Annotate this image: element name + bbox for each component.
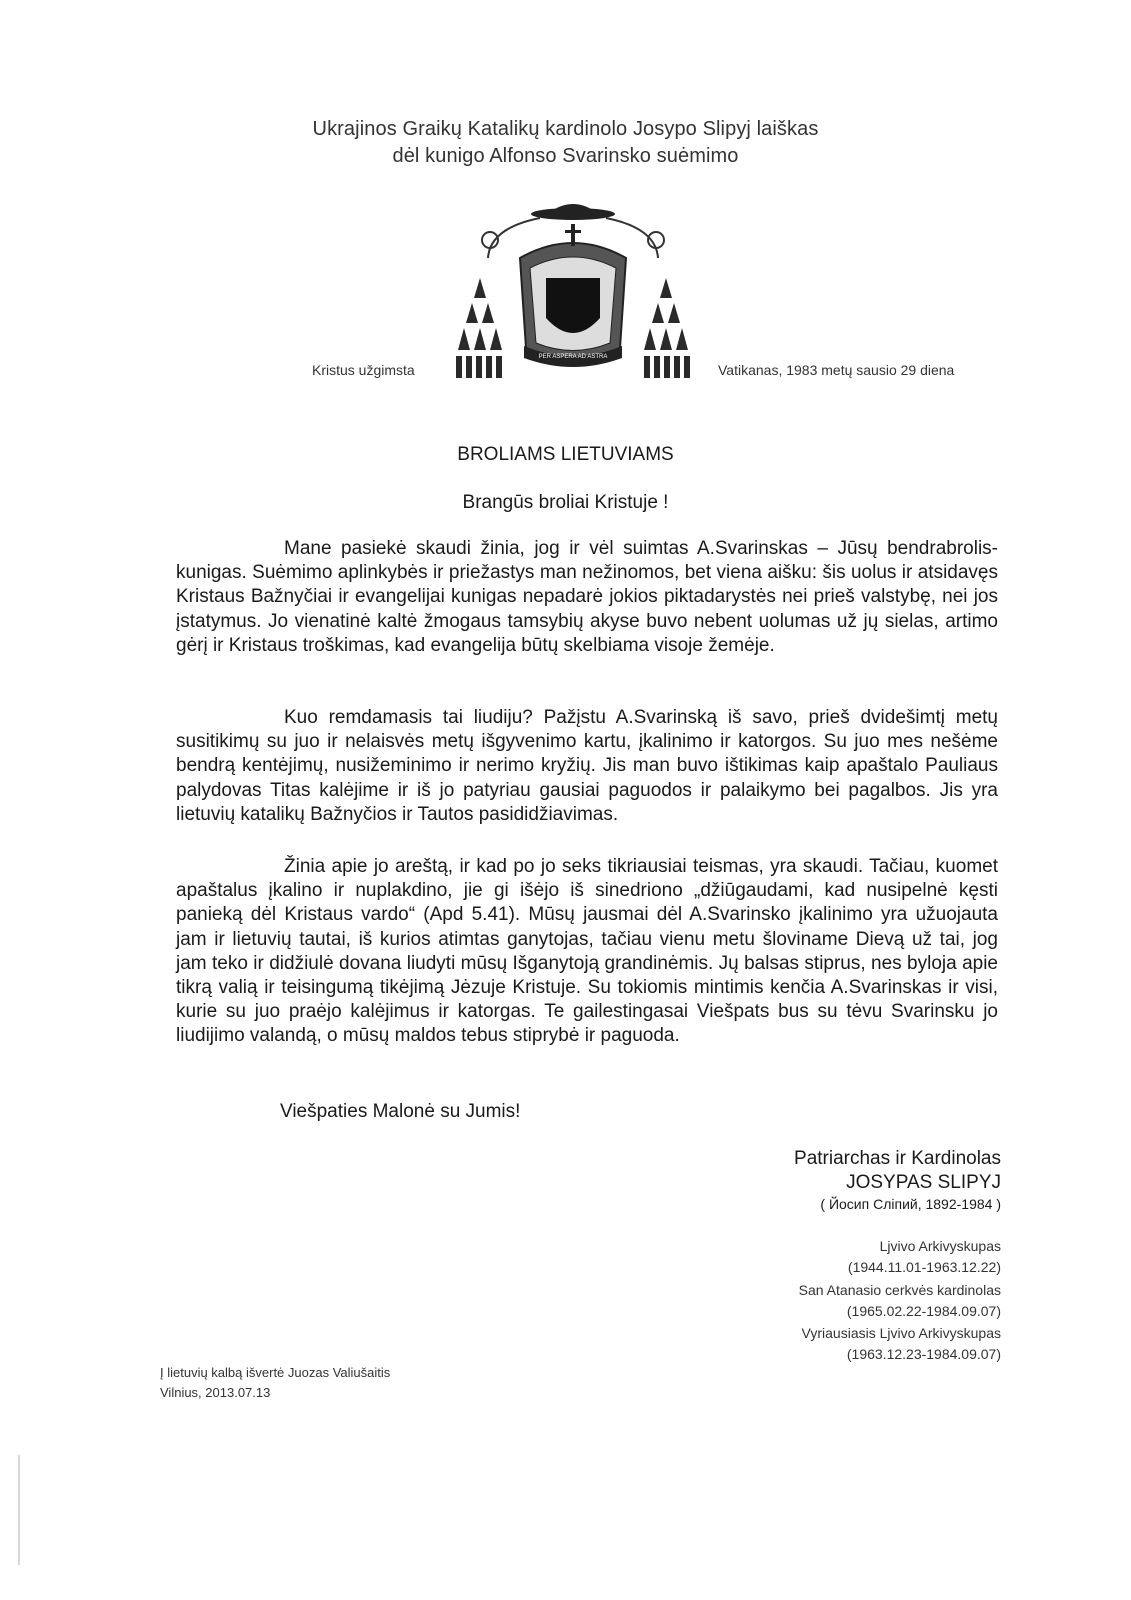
document-title-line1: Ukrajinos Graikų Katalikų kardinolo Josypo Slipyj laiškas [312,118,819,140]
letter-paragraph-2: Kuo remdamasis tai liudiju? Pažįstu A.Svarinską iš savo, prieš dvidešimtį metų susitikimų su juo ir nelaisvės metų išgyvenimo kartu, įkalinimo ir katorgos. Su juo mes nešėme bendrą kentėjimų, nusižeminimo ir nerimo kryžių. Jis man buvo ištikimas kaip apaštalo Pauliaus palydovas Titas kalėjime ir iš jo patyriau gausiai paguodos ir palaikymo bei pagalbos. Jis yra lietuvių katalikų Bažnyčios ir Tautos pasididžiavimas. [176,707,998,825]
signature-name: JOSYPAS SLIPYJ [846,1172,1001,1193]
document-title-line2: dėl kunigo Alfonso Svarinsko suėmimo [392,145,739,167]
role-title: Ljvivo Arkivyskupas [879,1238,1001,1254]
signature-dates: ( Йосип Сліпий, 1892-1984 ) [820,1196,1001,1212]
place-left: Kristus užgimsta [312,362,415,378]
role-period: (1963.12.23-1984.09.07) [846,1346,1001,1362]
role-title: San Atanasio cerkvės kardinolas [798,1282,1001,1298]
letter-heading: BROLIAMS LIETUVIAMS [457,444,674,465]
crest-motto: PER ASPERA AD ASTRA [538,354,608,360]
translator-line: Į lietuvių kalbą išvertė Juozas Valiušaitis [160,1365,391,1380]
cardinal-coat-of-arms-icon [450,198,696,388]
signature-role-1 [848,1236,1001,1278]
signature-role-3 [802,1323,1001,1365]
translation-place-date: Vilnius, 2013.07.13 [160,1385,271,1400]
role-period: (1944.11.01-1963.12.22) [847,1259,1001,1275]
role-title: Vyriausiasis Ljvivo Arkivyskupas [801,1325,1001,1341]
letter-greeting: Brangūs broliai Kristuje ! [462,492,669,513]
letter-paragraph-1: Mane pasiekė skaudi žinia, jog ir vėl suimtas A.Svarinskas – Jūsų bendrabrolis-kunigas. Suėmimo aplinkybės ir priežastys man nežinomos, bet viena aišku: šis uolus ir atsidavęs Kristaus Bažnyčiai ir evangelijai kunigas nepadarė jokios piktadarystės nei prieš valstybę, nei jos įstatymus. Jo vienatinė kaltė žmogaus tamsybių akyse buvo nebent uolumas už jų sielas, artimo gėrį ir Kristaus troškimas, kad evangelija būtų skelbiama visoje žemėje. [176,538,998,656]
letter-paragraph-3: Žinia apie jo areštą, ir kad po jo seks tikriausiai teismas, yra skaudi. Tačiau, kuomet apaštalus įkalino ir nuplakdino, jie gi išėjo iš sinedriono „džiūgaudami, kad nusipelnė kęsti panieką dėl Kristaus vardo“ (Apd 5.41). Mūsų jausmai dėl A.Svarinsko įkalinimo yra užuojauta jam ir lietuvių tautai, iš kurios atimtas ganytojas, tačiau vienu metu šloviname Dievą už tai, jog jam teko ir didžiulė dovana liudyti mūsų Išganytoją grandinėmis. Jų balsas stiprus, nes byloja apie tikrą valią ir teisingumą tikėjimą Jėzuje Kristuje. Su tokiomis mintimis kenčia A.Svarinskas ir visi, kurie su juo praėjo kalėjimus ir katorgas. Te gailestingasai Viešpats bus su tėvu Svarinsku jo liudijimo valandą, o mūsų maldos tebus stiprybė ir paguoda. [176,856,998,1047]
letter-closing: Viešpaties Malonė su Jumis! [280,1101,521,1122]
signature-title: Patriarchas ir Kardinolas [794,1148,1001,1169]
signature-role-2 [799,1280,1001,1322]
scan-edge-line [18,1455,20,1565]
role-period: (1965.02.22-1984.09.07) [846,1303,1001,1319]
place-date-right: Vatikanas, 1983 metų sausio 29 diena [718,362,955,378]
translator-note [160,1363,390,1403]
